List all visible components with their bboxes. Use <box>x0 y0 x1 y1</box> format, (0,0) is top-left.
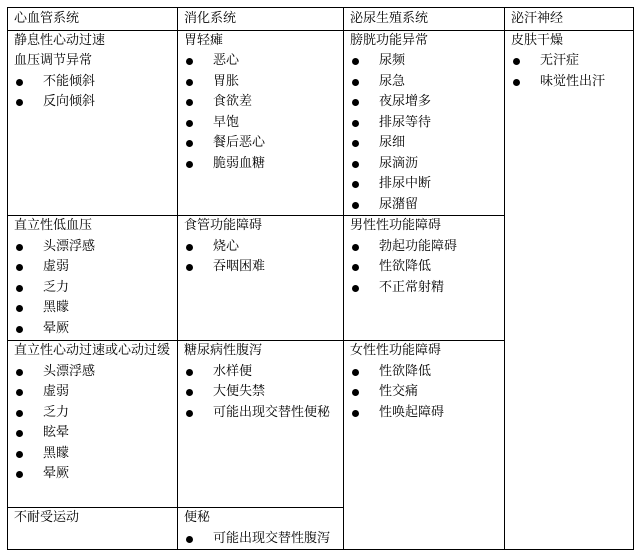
list-item-label: 烧心 <box>213 238 240 254</box>
list-item <box>184 237 343 258</box>
list-item-label: 食欲差 <box>213 94 253 109</box>
list-item <box>14 403 177 424</box>
list-item <box>14 362 177 383</box>
list-item-label: 虚弱 <box>43 384 70 399</box>
cell-title: 糖尿病性腹泻 <box>184 343 263 358</box>
list-item <box>350 92 504 113</box>
list-item-label: 排尿等待 <box>379 114 432 130</box>
bullet-icon <box>186 161 193 168</box>
bullet-icon <box>186 58 193 65</box>
list-item <box>14 278 177 299</box>
cell-title: 便秘 <box>184 510 211 525</box>
symptom-list <box>184 529 343 550</box>
bullet-icon <box>352 120 359 127</box>
symptom-list <box>14 237 177 340</box>
header-sudomotor: 泌汗神经 <box>505 8 634 31</box>
bullet-icon <box>16 264 23 271</box>
bullet-icon <box>352 410 359 417</box>
bullet-icon <box>513 79 520 86</box>
bullet-icon <box>186 410 193 417</box>
bullet-icon <box>16 99 23 106</box>
list-item <box>350 257 504 278</box>
symptom-list <box>511 51 633 92</box>
bullet-icon <box>352 244 359 251</box>
cell-title: 直立性低血压 <box>14 218 93 233</box>
list-item <box>14 257 177 278</box>
list-item <box>14 72 177 93</box>
list-item <box>184 403 343 424</box>
list-item <box>184 92 343 113</box>
bullet-icon <box>16 410 23 417</box>
table-cell <box>8 341 178 508</box>
bullet-icon <box>16 285 23 292</box>
list-item-label: 晕厥 <box>43 320 70 336</box>
table-cell <box>178 30 344 216</box>
list-item <box>14 92 177 113</box>
list-item <box>350 382 504 403</box>
table-cell <box>178 216 344 341</box>
list-item <box>511 51 633 72</box>
symptom-list <box>184 51 343 174</box>
bullet-icon <box>352 202 359 209</box>
list-item-label: 虚弱 <box>43 259 70 274</box>
list-item-label: 尿急 <box>379 73 406 89</box>
list-item <box>350 403 504 424</box>
list-item <box>184 529 343 550</box>
list-item-label: 不正常射精 <box>379 279 445 295</box>
bullet-icon <box>352 161 359 168</box>
table-cell <box>344 341 505 550</box>
bullet-icon <box>352 264 359 271</box>
list-item <box>184 257 343 278</box>
list-item-label: 头漂浮感 <box>43 363 96 379</box>
table-cell <box>8 216 178 341</box>
symptom-list <box>350 362 504 424</box>
bullet-icon <box>352 79 359 86</box>
list-item-label: 勃起功能障碍 <box>379 238 458 254</box>
header-digestive: 消化系统 <box>178 8 344 31</box>
table-cell <box>344 30 505 216</box>
list-item <box>14 444 177 465</box>
bullet-icon <box>186 99 193 106</box>
cell-title: 女性性功能障碍 <box>350 343 442 358</box>
symptom-list <box>350 51 504 215</box>
list-item-label: 脆弱血糖 <box>213 155 266 171</box>
list-item <box>350 113 504 134</box>
cell-title: 食管功能障碍 <box>184 218 263 233</box>
bullet-icon <box>16 451 23 458</box>
bullet-icon <box>16 305 23 312</box>
list-item-label: 乏力 <box>43 279 70 295</box>
bullet-icon <box>186 264 193 271</box>
list-item <box>184 72 343 93</box>
list-item-label: 排尿中断 <box>379 176 432 191</box>
bullet-icon <box>186 536 193 543</box>
bullet-icon <box>352 58 359 65</box>
list-item-label: 头漂浮感 <box>43 238 96 254</box>
list-item-label: 尿潴留 <box>379 196 419 212</box>
table-cell <box>178 508 344 550</box>
bullet-icon <box>352 99 359 106</box>
list-item <box>350 133 504 154</box>
bullet-icon <box>513 58 520 65</box>
list-item <box>14 423 177 444</box>
symptom-list <box>184 237 343 278</box>
bullet-icon <box>186 140 193 147</box>
list-item <box>350 362 504 383</box>
symptom-list <box>14 362 177 485</box>
cell-title: 直立性心动过速或心动过缓 <box>14 343 171 358</box>
cell-title: 胃轻瘫 <box>184 32 224 48</box>
bullet-icon <box>186 244 193 251</box>
bullet-icon <box>16 244 23 251</box>
header-urogenital: 泌尿生殖系统 <box>344 8 505 31</box>
bullet-icon <box>16 471 23 478</box>
bullet-icon <box>16 389 23 396</box>
list-item <box>350 195 504 216</box>
table-cell <box>178 341 344 508</box>
bullet-icon <box>16 326 23 333</box>
bullet-icon <box>352 140 359 147</box>
bullet-icon <box>352 181 359 188</box>
table-row <box>8 30 634 216</box>
list-item-label: 胃胀 <box>213 73 240 89</box>
header-cardiovascular: 心血管系统 <box>8 8 178 31</box>
list-item <box>350 154 504 175</box>
list-item-label: 尿细 <box>379 135 406 150</box>
sudomotor-cell <box>505 30 634 550</box>
list-item <box>184 382 343 403</box>
bullet-icon <box>186 120 193 127</box>
list-item-label: 吞咽困难 <box>213 259 266 274</box>
list-item <box>350 72 504 93</box>
header-row <box>8 8 634 31</box>
list-item <box>350 51 504 72</box>
list-item-label: 可能出现交替性腹泻 <box>213 530 331 546</box>
list-item-label: 性欲降低 <box>379 259 432 274</box>
symptom-list <box>14 72 177 113</box>
list-item-label: 夜尿增多 <box>379 94 432 109</box>
bullet-icon <box>186 389 193 396</box>
symptom-list <box>350 237 504 299</box>
list-item <box>511 72 633 93</box>
cell-title: 男性性功能障碍 <box>350 218 442 233</box>
list-item-label: 晕厥 <box>43 466 70 481</box>
list-item-label: 恶心 <box>213 53 240 68</box>
list-item-label: 餐后恶心 <box>213 135 266 150</box>
symptom-list <box>184 362 343 424</box>
cell-title: 静息性心动过速 <box>14 32 106 48</box>
list-item-label: 性唤起障碍 <box>379 404 445 420</box>
autonomic-symptom-table <box>7 7 634 550</box>
list-item-label: 反向倾斜 <box>43 94 96 109</box>
list-item <box>350 278 504 299</box>
bullet-icon <box>16 369 23 376</box>
list-item <box>14 298 177 319</box>
bullet-icon <box>16 430 23 437</box>
bullet-icon <box>352 285 359 292</box>
list-item-label: 水样便 <box>213 363 253 379</box>
list-item <box>184 113 343 134</box>
bullet-icon <box>16 79 23 86</box>
list-item-label: 早饱 <box>213 114 240 130</box>
table-cell <box>344 216 505 341</box>
list-item <box>350 174 504 195</box>
list-item-label: 乏力 <box>43 404 70 420</box>
list-item-label: 性交痛 <box>379 384 419 399</box>
list-item <box>350 237 504 258</box>
list-item-label: 眩晕 <box>43 425 70 440</box>
cell-title: 血压调节异常 <box>14 53 93 68</box>
list-item-label: 黑矇 <box>43 300 70 315</box>
cell-title: 皮肤干燥 <box>511 32 564 48</box>
list-item <box>14 319 177 340</box>
table-cell <box>8 30 178 216</box>
list-item-label: 尿滴沥 <box>379 155 419 171</box>
list-item-label: 尿频 <box>379 53 406 68</box>
cell-title: 不耐受运动 <box>14 510 80 525</box>
list-item-label: 无汗症 <box>540 53 580 68</box>
list-item-label: 不能倾斜 <box>43 73 96 89</box>
table-cell <box>8 508 178 550</box>
bullet-icon <box>352 389 359 396</box>
list-item <box>14 237 177 258</box>
cell-title: 膀胱功能异常 <box>350 32 429 48</box>
bullet-icon <box>186 79 193 86</box>
list-item-label: 可能出现交替性便秘 <box>213 404 331 420</box>
list-item <box>184 133 343 154</box>
list-item-label: 大便失禁 <box>213 384 266 399</box>
list-item <box>184 362 343 383</box>
bullet-icon <box>186 369 193 376</box>
list-item <box>184 154 343 175</box>
list-item <box>184 51 343 72</box>
list-item <box>14 464 177 485</box>
list-item-label: 性欲降低 <box>379 363 432 379</box>
list-item <box>14 382 177 403</box>
list-item-label: 味觉性出汗 <box>540 73 606 89</box>
bullet-icon <box>352 369 359 376</box>
list-item-label: 黑矇 <box>43 445 70 461</box>
